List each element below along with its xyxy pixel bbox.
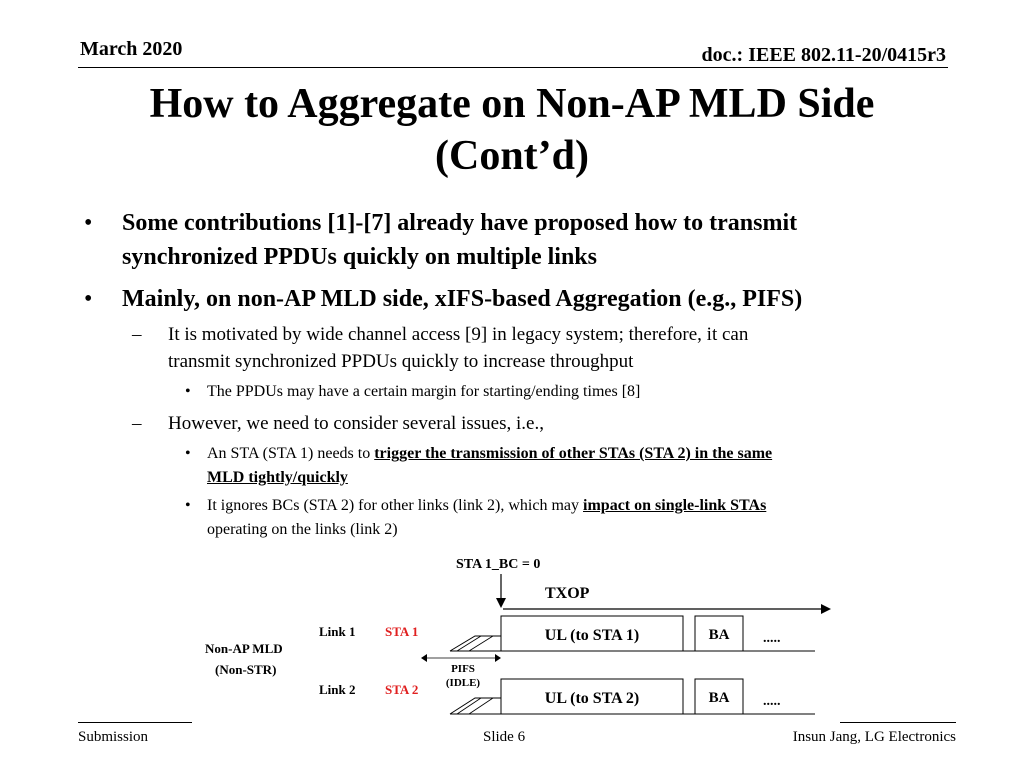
subbullet-however [132, 410, 948, 437]
sta1-label: STA 1 [385, 624, 419, 639]
bullet-line: synchronized PPDUs quickly on multiple links [122, 244, 597, 270]
pifs-label-line1: PIFS [451, 663, 475, 675]
title-line-2: (Cont’d) [435, 133, 589, 179]
bc-arrow-head [496, 598, 506, 608]
subsubbullet-ignores [185, 494, 952, 542]
link2-pifs-ramp [450, 698, 501, 714]
bc-label: STA 1_BC = 0 [456, 557, 541, 572]
pifs-aggregation-diagram [195, 548, 845, 720]
bullet-marker: • [84, 286, 93, 312]
sta2-label: STA 2 [385, 682, 419, 697]
title-line-1: How to Aggregate on Non-AP MLD Side [149, 81, 875, 127]
header-divider [78, 67, 948, 68]
subbullet-line: However, we need to consider several issues, i.e., [168, 413, 544, 434]
link1-dots: ..... [763, 631, 781, 646]
footer-slide-number: Slide 6 [483, 729, 526, 745]
bullet-marker: • [185, 445, 191, 462]
bullet-contributions [84, 206, 952, 274]
link2-hatch [469, 698, 493, 714]
subbullet-motivated [132, 321, 948, 375]
bullet-marker: • [185, 383, 191, 400]
emphasis-text: impact on single-link STAs [583, 497, 767, 514]
dash-marker: – [132, 413, 142, 434]
link2-hatch [457, 698, 481, 714]
link2-ba-text: BA [708, 690, 730, 706]
subbullet-line: transmit synchronized PPDUs quickly to increase throughput [168, 351, 634, 372]
pifs-arrow-right [495, 654, 501, 662]
bullet-marker: • [84, 210, 93, 236]
link1-hatch [457, 636, 481, 651]
footer-submission: Submission [78, 729, 149, 745]
link2-dots: ..... [763, 694, 781, 709]
subsubbullet-margin [185, 380, 952, 404]
text-pre: An STA (STA 1) needs to [207, 445, 375, 462]
header-date: March 2020 [80, 38, 183, 60]
txop-label: TXOP [545, 585, 590, 602]
emphasis-text: MLD tightly/quickly [207, 469, 348, 486]
footer-right-rule [840, 722, 956, 723]
bullet-marker: • [185, 497, 191, 514]
link1-label: Link 1 [319, 624, 356, 639]
link1-ba-text: BA [708, 627, 730, 643]
link2-label: Link 2 [319, 682, 356, 697]
text-pre: It ignores BCs (STA 2) for other links (link 2), which may [207, 497, 584, 514]
footer-author: Insun Jang, LG Electronics [792, 729, 956, 745]
mld-label-line2: (Non-STR) [215, 662, 277, 677]
dash-marker: – [132, 324, 142, 345]
txop-arrow-head [821, 604, 831, 614]
subsubbullet-trigger [185, 442, 952, 490]
pifs-label-line2: (IDLE) [445, 677, 481, 689]
pifs-arrow-left [421, 654, 427, 662]
link1-ul-text: UL (to STA 1) [544, 627, 640, 644]
slide-title [60, 78, 964, 182]
bullet-line: Some contributions [1]-[7] already have proposed how to transmit [122, 210, 798, 236]
emphasis-text: trigger the transmission of other STAs (STA 2) in the same [374, 445, 773, 462]
subsubbullet-line: operating on the links (link 2) [207, 521, 398, 538]
link1-hatch [469, 636, 493, 651]
mld-label-line1: Non-AP MLD [205, 641, 283, 656]
footer-left-rule [78, 722, 192, 723]
link1-pifs-ramp [450, 636, 501, 651]
link2-ul-text: UL (to STA 2) [544, 690, 640, 707]
bullet-line: Mainly, on non-AP MLD side, xIFS-based Aggregation (e.g., PIFS) [122, 286, 803, 312]
subsubbullet-line: The PPDUs may have a certain margin for starting/ending times [8] [207, 383, 641, 400]
bullet-mainly [84, 282, 952, 316]
subbullet-line: It is motivated by wide channel access [9] in legacy system; therefore, it can [168, 324, 749, 345]
header-doc-id: doc.: IEEE 802.11-20/0415r3 [701, 44, 946, 66]
